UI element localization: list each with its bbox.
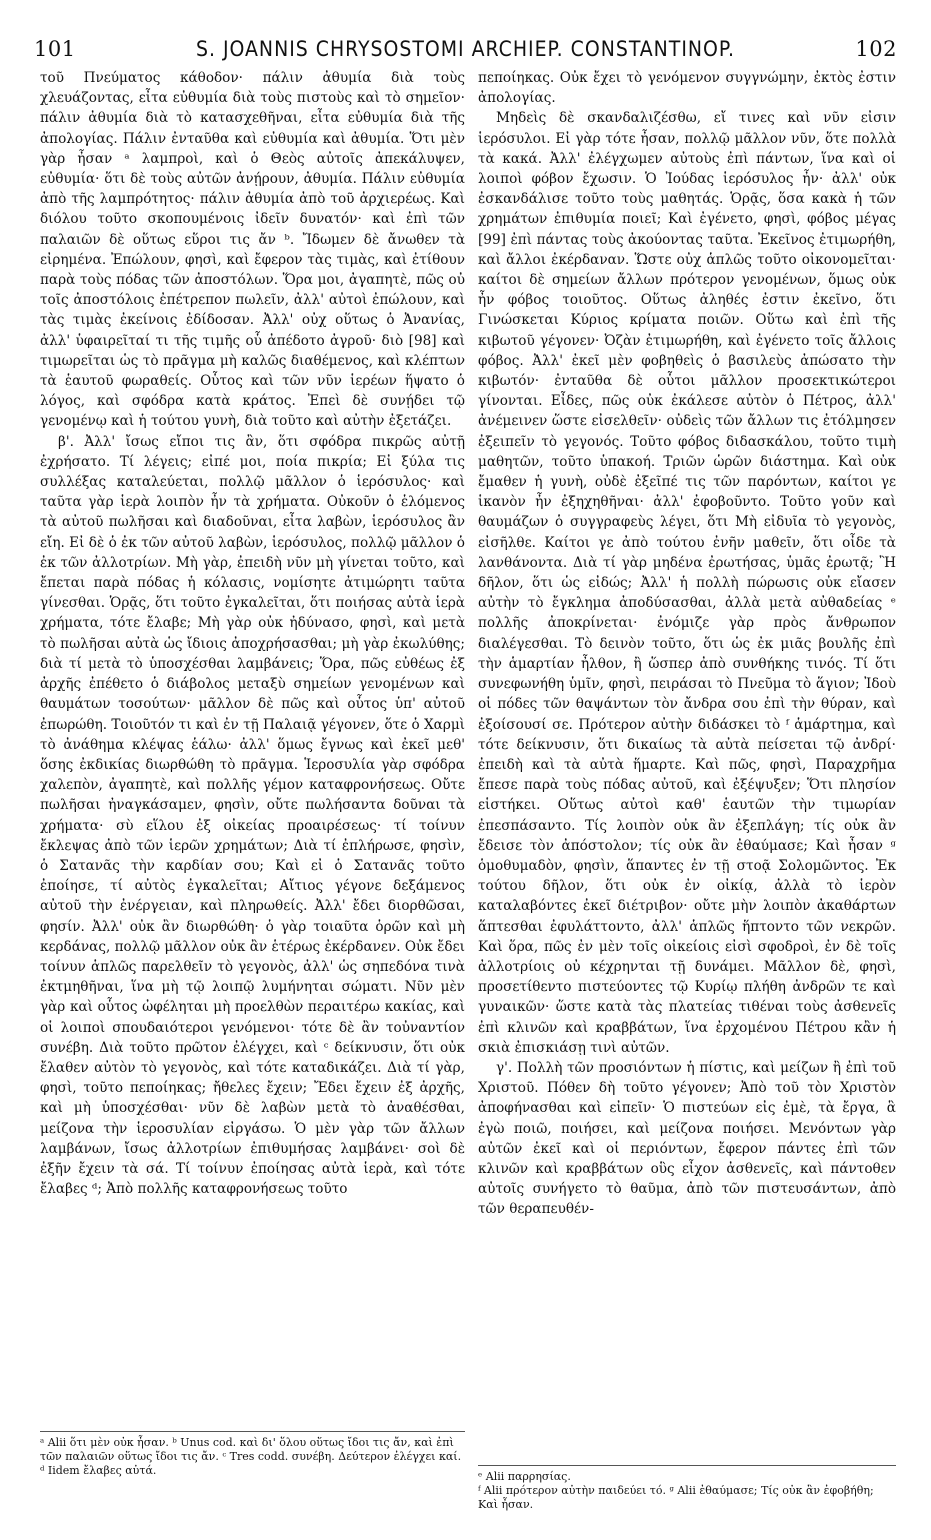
running-header: [34, 36, 897, 62]
footnotes-right: [478, 1465, 896, 1512]
paragraph: β'. Ἀλλ' ἴσως εἴποι τις ἂν, ὅτι σφόδρα πικρῶς αὐτῇ ἐχρήσατο. Τί λέγεις; εἰπέ μοι, ποία πικρία; Εἰ ξύλα τις συλλέξας καταλεύεται, πολλῷ μᾶλλον ὁ ἱερόσυλος· καὶ ταῦτα γὰρ ἱερὰ λοιπὸν ἦν τὰ χρήματα. Οὐκοῦν ὁ ἑλόμενος τὰ αὐτοῦ πωλῆσαι καὶ διαδοῦναι, εἶτα λαβὼν, ἱερόσυλος ἂν εἴη. Εἰ δὲ ὁ ἐκ τῶν αὐτοῦ λαβὼν, ἱερόσυλος, πολλῷ μᾶλλον ὁ ἐκ τῶν ἀλλοτρίων. Μὴ γὰρ, ἐπειδὴ νῦν μὴ γίνεται τοῦτο, καὶ ἔπεται παρὰ πόδας ἡ κόλασις, νομίσητε ἀτιμώρητι ταῦτα γίνεσθαι. Ὁρᾷς, ὅτι τοῦτο ἐγκαλεῖται, ὅτι ποιήσας αὐτὰ ἱερὰ χρήματα, τότε ἔλαβε; Μὴ γὰρ οὐκ ἠδύνασο, φησὶ, καὶ μετὰ τὸ πωλῆσαι αὐτὰ ὡς ἴδιοις ἀποχρήσασθαι; μὴ γὰρ ἐκωλύθης; διὰ τί μετὰ τὸ ὑποσχέσθαι λαμβάνεις; Ὅρα, πῶς εὐθέως ἐξ ἀρχῆς ἐπέθετο ὁ διάβολος μεταξὺ σημείων γενομένων καὶ θαυμάτων τοσούτων· μᾶλλον δὲ πῶς καὶ οὗτος ὑπ' αὐτοῦ ἐπωρώθη. Τοιοῦτόν τι καὶ ἐν τῇ Παλαιᾷ γέγονεν, ὅτε ὁ Χαρμὶ τὸ ἀνάθημα κλέψας ἑάλω· ἀλλ' ὅμως ἔγνως καὶ ἐκεῖ μεθ' ὅσης ἐκδικίας διωρθώθη τὸ πρᾶγμα. Ἱεροσυλία γὰρ σφόδρα χαλεπὸν, ἀγαπητὲ, καὶ πολλῆς γέμον καταφρονήσεως. Οὔτε πωλῆσαι ἠναγκάσαμεν, φησὶν, οὔτε πωλήσαντα δοῦναι τὰ χρήματα· σὺ εἵλου ἐξ οἰκείας προαιρέσεως· τί τοίνυν ἔκλεψας ἀπὸ τῶν ἱερῶν χρημάτων; Διὰ τί ἐπλήρωσε, φησὶν, ὁ Σατανᾶς τὴν καρδίαν σου; Καὶ εἰ ὁ Σατανᾶς τοῦτο ἐποίησε, τί αὐτὸς ἐγκαλεῖται; Αἴτιος γέγονε δεξάμενος αὐτοῦ τὴν ἐνέργειαν, καὶ πληρωθείς. Ἀλλ' ἔδει διορθῶσαι, φησίν. Ἀλλ' οὐκ ἂν διωρθώθη· ὁ γὰρ τοιαῦτα ὁρῶν καὶ μὴ κερδάνας, πολλῷ μᾶλλον οὐκ ἂν ἑτέρως ἐκέρδανεν. Οὐκ ἔδει τοίνυν ἁπλῶς παρελθεῖν τὸ γεγονὸς, ἀλλ' ὡς σηπεδόνα τινὰ ἐκτμηθῆναι, ἵνα μὴ τῷ λοιπῷ λυμήνηται σώματι. Νῦν μὲν γὰρ καὶ οὗτος ὠφέληται μὴ προελθὼν περαιτέρω κακίας, καὶ οἱ λοιποὶ σπουδαιότεροι γενόμενοι· τότε δὲ ἂν τοὐναντίον συνέβη. Διὰ τοῦτο πρῶτον ἐλέγχει, καὶ ᶜ δείκνυσιν, ὅτι οὐκ ἔλαθεν αὐτὸν τὸ γεγονὸς, καὶ τότε καταδικάζει. Διὰ τί γὰρ, φησὶ, τοῦτο πεποίηκας; ἤθελες ἔχειν; Ἔδει ἔχειν ἐξ ἀρχῆς, καὶ μὴ ὑποσχέσθαι· νῦν δὲ λαβὼν μετὰ τὸ ἀναθέσθαι, μείζονα τὴν ἱεροσυλίαν εἰργάσω. Ὁ μὲν γὰρ τῶν ἄλλων λαμβάνων, ἴσως ἀλλοτρίων ἐπιθυμήσας λαμβάνει· σοὶ δὲ ἐξῆν ἔχειν τὰ σά. Τί τοίνυν ἐποίησας αὐτὰ ἱερὰ, καὶ τότε ἔλαβες ᵈ; Ἀπὸ πολλῆς καταφρονήσεως τοῦτο: [40, 433, 465, 1198]
right-column: [478, 68, 896, 1220]
footnote: ᵃ Alii ὅτι μὲν οὐκ ἦσαν. ᵇ Unus cod. καὶ δι' ὅλου οὕτως ἴδοι τις ἄν, καὶ ἐπὶ τῶν παλαιῶν οὕτως ἴδοι τις ἄν. ᶜ Tres codd. συνέβη. Δεύτερον ἐλέγχει καί. ᵈ Iidem ἔλαβες αὐτά.: [40, 1436, 462, 1477]
footnote: ᶠ Alii πρότερον αὐτὴν παιδεύει τό. ᵍ Alii ἐθαύμασε; Τίς οὐκ ἂν ἐφοβήθη; Καὶ ἦσαν.: [478, 1484, 874, 1511]
left-column: [40, 68, 465, 1199]
running-title: S. JOANNIS CHRYSOSTOMI ARCHIEP. CONSTANTINOP.: [195, 37, 736, 61]
paragraph: τοῦ Πνεύματος κάθοδον· πάλιν ἀθυμία διὰ τοὺς χλευάζοντας, εἶτα εὐθυμία διὰ τοὺς πιστοὺς καὶ τὸ σημεῖον· πάλιν ἀθυμία διὰ τὸ κατασχεθῆναι, εἶτα εὐθυμία διὰ τῆς ἀπολογίας. Πάλιν ἐνταῦθα καὶ εὐθυμία καὶ ἀθυμία. Ὅτι μὲν γὰρ ἦσαν ᵃ λαμπροὶ, καὶ ὁ Θεὸς αὐτοῖς ἀπεκάλυψεν, εὐθυμία· ὅτι δὲ τοὺς αὐτῶν ἀνῄρουν, ἀθυμία. Πάλιν εὐθυμία ἀπὸ τῆς λαμπρότητος· πάλιν ἀθυμία ἀπὸ τοῦ ἀρχιερέως. Καὶ διόλου τοῦτο σκοπουμένοις ἰδεῖν δυνατόν· καὶ ἐπὶ τῶν παλαιῶν δὲ οὕτως εὕροι τις ἄν ᵇ. Ἴδωμεν δὲ ἄνωθεν τὰ εἰρημένα. Ἐπώλουν, φησὶ, καὶ ἔφερον τὰς τιμὰς, καὶ ἐτίθουν παρὰ τοὺς πόδας τῶν ἀποστόλων. Ὅρα μοι, ἀγαπητὲ, πῶς οὐ τοῖς ἀποστόλοις ἐπέτρεπον πωλεῖν, ἀλλ' αὐτοὶ ἐπώλουν, καὶ τὰς τιμὰς ἐκείνοις ἐδίδοσαν. Ἀλλ' οὐχ οὕτως ὁ Ἀνανίας, ἀλλ' ὑφαιρεῖταί τι τῆς τιμῆς οὗ ἀπέδοτο ἀγροῦ· διὸ [98] καὶ τιμωρεῖται ὡς τὸ πρᾶγμα μὴ καλῶς διαθέμενος, καὶ κλέπτων τὰ ἑαυτοῦ φωραθείς. Οὗτος καὶ τῶν νῦν ἱερέων ἥψατο ὁ λόγος, καὶ σφόδρα κατὰ κράτος. Ἐπεὶ δὲ συνῄδει τῷ γενομένῳ καὶ ἡ τούτου γυνὴ, διὰ τοῦτο καὶ αὐτὴν ἐξετάζει.: [40, 70, 465, 430]
footnote: ᵉ Alii παρρησίας.: [478, 1470, 571, 1483]
paragraph: γ'. Πολλὴ τῶν προσιόντων ἡ πίστις, καὶ μείζων ἢ ἐπὶ τοῦ Χριστοῦ. Πόθεν δὴ τοῦτο γέγονεν; Ἀπὸ τοῦ τὸν Χριστὸν ἀποφήνασθαι καὶ εἰπεῖν· Ὁ πιστεύων εἰς ἐμὲ, τὰ ἔργα, ἃ ἐγὼ ποιῶ, ποιήσει, καὶ μείζονα ποιήσει. Μενόντων γὰρ αὐτῶν ἐκεῖ καὶ οἱ περιόντων, ἔφερον πάντες ἐπὶ τῶν κλινῶν καὶ κραββάτων οὓς εἶχον ἀσθενεῖς, καὶ πάντοθεν αὐτοῖς συνήγετο τὸ θαῦμα, ἀπὸ τῶν πιστευσάντων, ἀπὸ τῶν θεραπευθέν-: [478, 1059, 896, 1218]
paragraph: πεποίηκας. Οὐκ ἔχει τὸ γενόμενον συγγνώμην, ἐκτὸς ἐστιν ἀπολογίας.: [478, 70, 896, 107]
paragraph: Μηδεὶς δὲ σκανδαλιζέσθω, εἴ τινες καὶ νῦν εἰσιν ἱερόσυλοι. Εἰ γὰρ τότε ἦσαν, πολλῷ μᾶλλον νῦν, ὅτε πολλὰ τὰ κακά. Ἀλλ' ἐλέγχωμεν αὐτοὺς ἐπὶ πάντων, ἵνα καὶ οἱ λοιποὶ φόβον ἔχωσιν. Ὁ Ἰούδας ἱερόσυλος ἦν· ἀλλ' οὐκ ἐσκανδάλισε τοῦτο τοὺς μαθητάς. Ὁρᾷς, ὅσα κακὰ ἡ τῶν χρημάτων ἐπιθυμία ποιεῖ; Καὶ ἐγένετο, φησὶ, φόβος μέγας [99] ἐπὶ πάντας τοὺς ἀκούοντας ταῦτα. Ἐκεῖνος ἐτιμωρήθη, καὶ ἄλλοι ἐκέρδαναν. Ὥστε οὐχ ἁπλῶς τοῦτο οἰκονομεῖται· καίτοι δὲ σημείων ἄλλων πρότερον γενομένων, ὅμως οὐκ ἦν φόβος τοιοῦτος. Οὕτως ἀληθές ἐστιν ἐκεῖνο, ὅτι Γινώσκεται Κύριος κρίματα ποιῶν. Οὕτω καὶ ἐπὶ τῆς κιβωτοῦ γέγονεν· Ὀζὰν ἐτιμωρήθη, καὶ ἐγένετο τοῖς ἄλλοις φόβος. Ἀλλ' ἐκεῖ μὲν φοβηθεὶς ὁ βασιλεὺς ἀπώσατο τὴν κιβωτόν· ἐνταῦθα δὲ οὗτοι μᾶλλον προσεκτικώτεροι γίνονται. Εἶδες, πῶς οὐκ ἐκάλεσε αὐτὸν ὁ Πέτρος, ἀλλ' ἀνέμεινεν ὥστε εἰσελθεῖν· οὐδεὶς τῶν ἄλλων τις ἐτόλμησεν ἐξειπεῖν τὸ γεγονός. Τοῦτο φόβος διδασκάλου, τοῦτο τιμὴ μαθητῶν, τοῦτο ὑπακοή. Τριῶν ὡρῶν διάστημα. Καὶ οὐκ ἔμαθεν ἡ γυνὴ, οὐδὲ ἐξεῖπέ τις τῶν παρόντων, καίτοι γε ἱκανὸν ἦν ἐξηχηθῆναι· ἀλλ' ἐφοβοῦντο. Τοῦτο γοῦν καὶ θαυμάζων ὁ συγγραφεὺς λέγει, ὅτι Μὴ εἰδυῖα τὸ γεγονὸς, εἰσῆλθε. Καίτοι γε ἀπὸ τούτου ἐνῆν μαθεῖν, ὅτι οἶδε τὰ λανθάνοντα. Διὰ τί γὰρ μηδένα ἐρωτήσας, ὑμᾶς ἐρωτᾷ; Ἢ δῆλον, ὅτι ὡς εἰδώς; Ἀλλ' ἡ πολλὴ πώρωσις οὐκ εἴασεν αὐτὴν τὸ ἔγκλημα ἀποδύσασθαι, ἀλλὰ μετὰ αὐθαδείας ᵉ πολλῆς ἀποκρίνεται· ἐνόμιζε γὰρ πρὸς ἄνθρωπον διαλέγεσθαι. Τὸ δεινὸν τοῦτο, ὅτι ὡς ἐκ μιᾶς βουλῆς ἐπὶ τὴν ἁμαρτίαν ἦλθον, ἢ ὥσπερ ἀπὸ συνθήκης τινός. Τί ὅτι συνεφωνήθη ὑμῖν, φησὶ, πειράσαι τὸ Πνεῦμα τὸ ἅγιον; Ἰδοὺ οἱ πόδες τῶν θαψάντων τὸν ἄνδρα σου ἐπὶ τὴν θύραν, καὶ ἐξοίσουσί σε. Πρότερον αὐτὴν διδάσκει τὸ ᶠ ἁμάρτημα, καὶ τότε δείκνυσιν, ὅτι δικαίως τὰ αὐτὰ πείσεται τῷ ἀνδρί· ἐπειδὴ καὶ τὰ αὐτὰ ἥμαρτε. Καὶ πῶς, φησὶ, Παραχρῆμα ἔπεσε παρὰ τοὺς πόδας αὐτοῦ, καὶ ἐξέψυξεν; Ὅτι πλησίον εἱστήκει. Οὕτως αὐτοὶ καθ' ἑαυτῶν τὴν τιμωρίαν ἐπεσπάσαντο. Τίς λοιπὸν οὐκ ἂν ἐξεπλάγη; τίς οὐκ ἂν ἔδεισε τὸν ἀπόστολον; τίς οὐκ ἂν ἐθαύμασε; Καὶ ἦσαν ᵍ ὁμοθυμαδὸν, φησὶν, ἅπαντες ἐν τῇ στοᾷ Σολομῶντος. Ἐκ τούτου δῆλον, ὅτι οὐκ ἐν οἰκίᾳ, ἀλλὰ τὸ ἱερὸν καταλαβόντες ἐκεῖ διέτριβον· οὔτε μὴν λοιπὸν ἀκαθάρτων ἅπτεσθαι ἐφυλάττοντο, ἀλλ' ἁπλῶς ἥπτοντο τῶν νεκρῶν. Καὶ ὅρα, πῶς ἐν μὲν τοῖς οἰκείοις εἰσὶ σφοδροὶ, ἐν δὲ τοῖς ἀλλοτρίοις οὐ κέχρηνται τῇ δυνάμει. Μᾶλλον δὲ, φησὶ, προσετίθεντο πιστεύοντες τῷ Κυρίῳ πλήθη ἀνδρῶν τε καὶ γυναικῶν· ὥστε κατὰ τὰς πλατείας τιθέναι τοὺς ἀσθενεῖς ἐπὶ κλινῶν καὶ κραββάτων, ἵνα ἐρχομένου Πέτρου κἂν ἡ σκιὰ ἐπισκιάσῃ τινὶ αὐτῶν.: [478, 110, 896, 1056]
footnotes-left: [40, 1431, 465, 1478]
page-number-left: 101: [34, 37, 76, 61]
page-number-right: 102: [855, 37, 897, 61]
